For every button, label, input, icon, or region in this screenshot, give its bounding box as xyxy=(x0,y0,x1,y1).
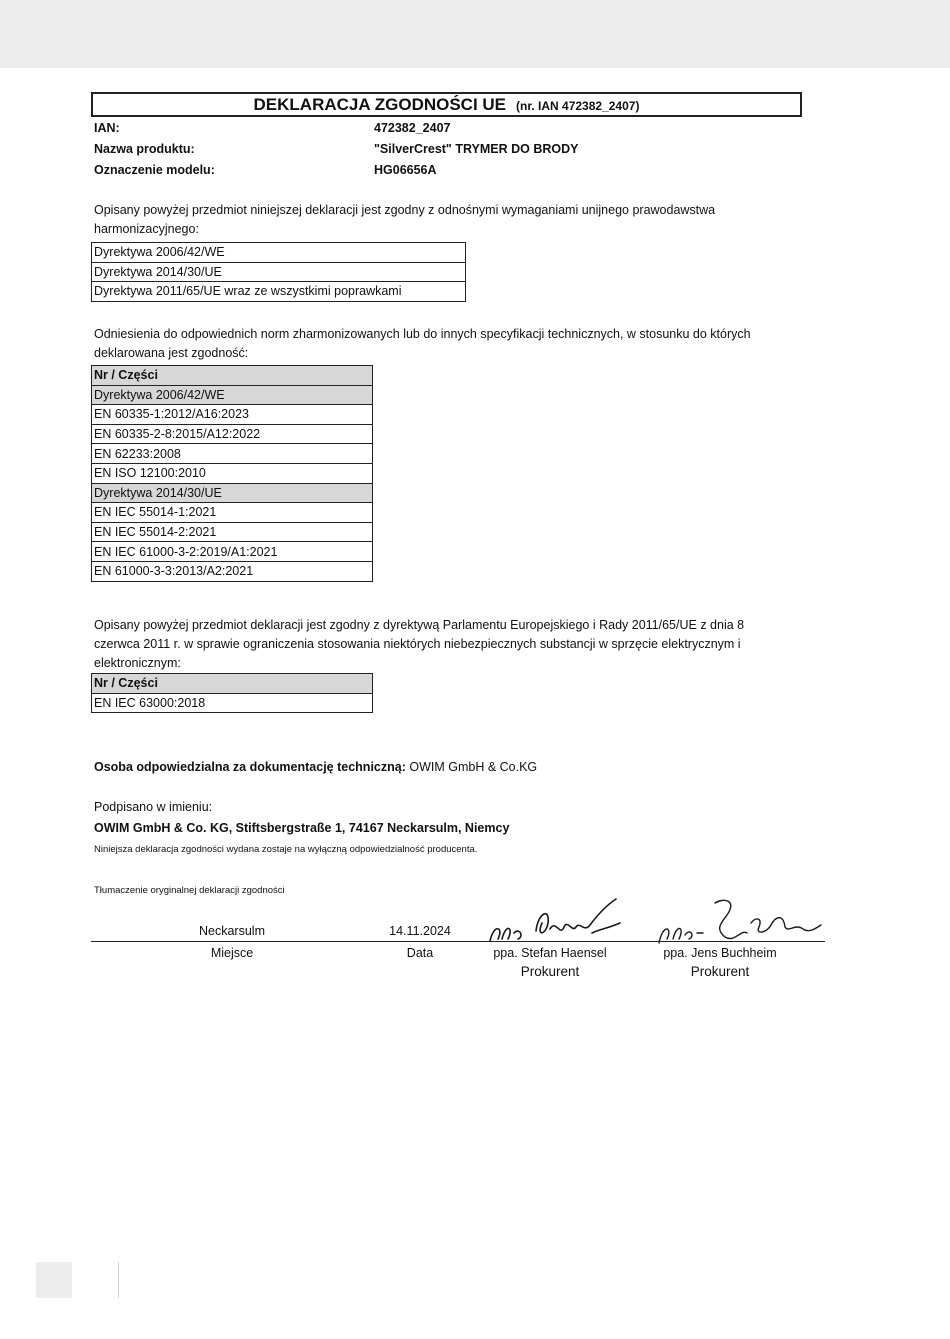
signed-on-behalf: Podpisano w imieniu: xyxy=(94,800,213,814)
signer-2-name: ppa. Jens Buchheim xyxy=(663,946,777,960)
table-row xyxy=(92,463,373,483)
standard-cell: Dyrektywa 2014/30/UE xyxy=(92,483,373,503)
directive-cell: Dyrektywa 2014/30/UE xyxy=(92,262,466,282)
declaration-title: DEKLARACJA ZGODNOŚCI UE xyxy=(253,95,507,114)
standard-cell: EN IEC 63000:2018 xyxy=(92,693,373,713)
directive-cell: Dyrektywa 2006/42/WE xyxy=(92,243,466,263)
footer-divider xyxy=(118,1262,119,1298)
table-row xyxy=(92,385,373,405)
standard-cell: EN IEC 55014-1:2021 xyxy=(92,503,373,523)
date-label: Data xyxy=(406,946,434,960)
table-row xyxy=(92,282,466,302)
directives-table xyxy=(91,242,466,302)
directive-cell: Dyrektywa 2011/65/UE wraz ze wszystkimi poprawkami xyxy=(92,282,466,302)
responsibility-note: Niniejsza deklaracja zgodności wydana zostaje na wyłączną odpowiedzialność producenta. xyxy=(94,844,478,855)
top-band xyxy=(0,0,950,68)
model-label: Oznaczenie modelu: xyxy=(94,163,215,177)
table-row xyxy=(92,262,466,282)
paragraph-line: deklarowana jest zgodność: xyxy=(94,346,249,360)
product-name-value: "SilverCrest" TRYMER DO BRODY xyxy=(374,142,579,156)
standard-cell: EN IEC 55014-2:2021 xyxy=(92,522,373,542)
standards-table xyxy=(91,365,373,582)
responsible-value: OWIM GmbH & Co.KG xyxy=(405,760,538,774)
table-header: Nr / Części xyxy=(92,674,373,694)
standard-cell: EN 60335-2-8:2015/A12:2022 xyxy=(92,424,373,444)
table-row xyxy=(92,503,373,523)
table-header-row xyxy=(92,674,373,694)
table-row xyxy=(92,444,373,464)
product-name-label: Nazwa produktu: xyxy=(94,142,195,156)
ian-label: IAN: xyxy=(94,121,120,135)
place-value: Neckarsulm xyxy=(199,924,265,938)
signature-line xyxy=(91,941,825,942)
table-header-row xyxy=(92,366,373,386)
signer-1-name: ppa. Stefan Haensel xyxy=(493,946,607,960)
declaration-title-box xyxy=(91,92,802,117)
signer-1-title: Prokurent xyxy=(520,964,580,979)
standards-paragraph xyxy=(94,325,751,363)
rohs-paragraph xyxy=(94,616,744,673)
table-row xyxy=(92,693,373,713)
model-value: HG06656A xyxy=(374,163,437,177)
paragraph-line: harmonizacyjnego: xyxy=(94,222,199,236)
paragraph-line: Opisany powyżej przedmiot deklaracji jest zgodny z dyrektywą Parlamentu Europejskiego i Rady 2011/65/UE z dnia 8 xyxy=(94,618,745,632)
paragraph-line: Opisany powyżej przedmiot niniejszej deklaracji jest zgodny z odnośnymi wymaganiami unijnego prawodawstwa xyxy=(94,203,716,217)
paragraph-line: czerwca 2011 r. w sprawie ograniczenia stosowania niektórych niebezpiecznych substancji w sprzęcie elektrycznym i xyxy=(94,637,741,651)
paragraph-line: Odniesienia do odpowiednich norm zharmonizowanych lub do innych specyfikacji technicznych, w stosunku do których xyxy=(94,327,751,341)
signer-2-title: Prokurent xyxy=(690,964,750,979)
table-row xyxy=(92,542,373,562)
place-label: Miejsce xyxy=(210,946,254,960)
table-row xyxy=(92,405,373,425)
rohs-table xyxy=(91,673,373,713)
table-row xyxy=(92,483,373,503)
ian-value: 472382_2407 xyxy=(374,121,451,135)
table-row xyxy=(92,243,466,263)
table-row xyxy=(92,561,373,581)
standard-cell: EN ISO 12100:2010 xyxy=(92,463,373,483)
standard-cell: EN 62233:2008 xyxy=(92,444,373,464)
declaration-number: (nr. IAN 472382_2407) xyxy=(516,99,640,113)
standard-cell: EN 60335-1:2012/A16:2023 xyxy=(92,405,373,425)
responsible-label: Osoba odpowiedzialna za dokumentację techniczną: xyxy=(94,760,406,774)
paragraph-line: elektronicznym: xyxy=(94,656,181,670)
footer-page-box xyxy=(36,1262,72,1298)
table-row xyxy=(92,522,373,542)
translation-note: Tłumaczenie oryginalnej deklaracji zgodności xyxy=(94,885,285,896)
standard-cell: EN 61000-3-3:2013/A2:2021 xyxy=(92,561,373,581)
responsible-person xyxy=(94,758,537,777)
table-row xyxy=(92,424,373,444)
company-line: OWIM GmbH & Co. KG, Stiftsbergstraße 1, 74167 Neckarsulm, Niemcy xyxy=(94,821,510,835)
standard-cell: EN IEC 61000-3-2:2019/A1:2021 xyxy=(92,542,373,562)
standard-cell: Dyrektywa 2006/42/WE xyxy=(92,385,373,405)
conformity-paragraph xyxy=(94,201,715,239)
table-header: Nr / Części xyxy=(92,366,373,386)
date-value: 14.11.2024 xyxy=(389,924,451,938)
